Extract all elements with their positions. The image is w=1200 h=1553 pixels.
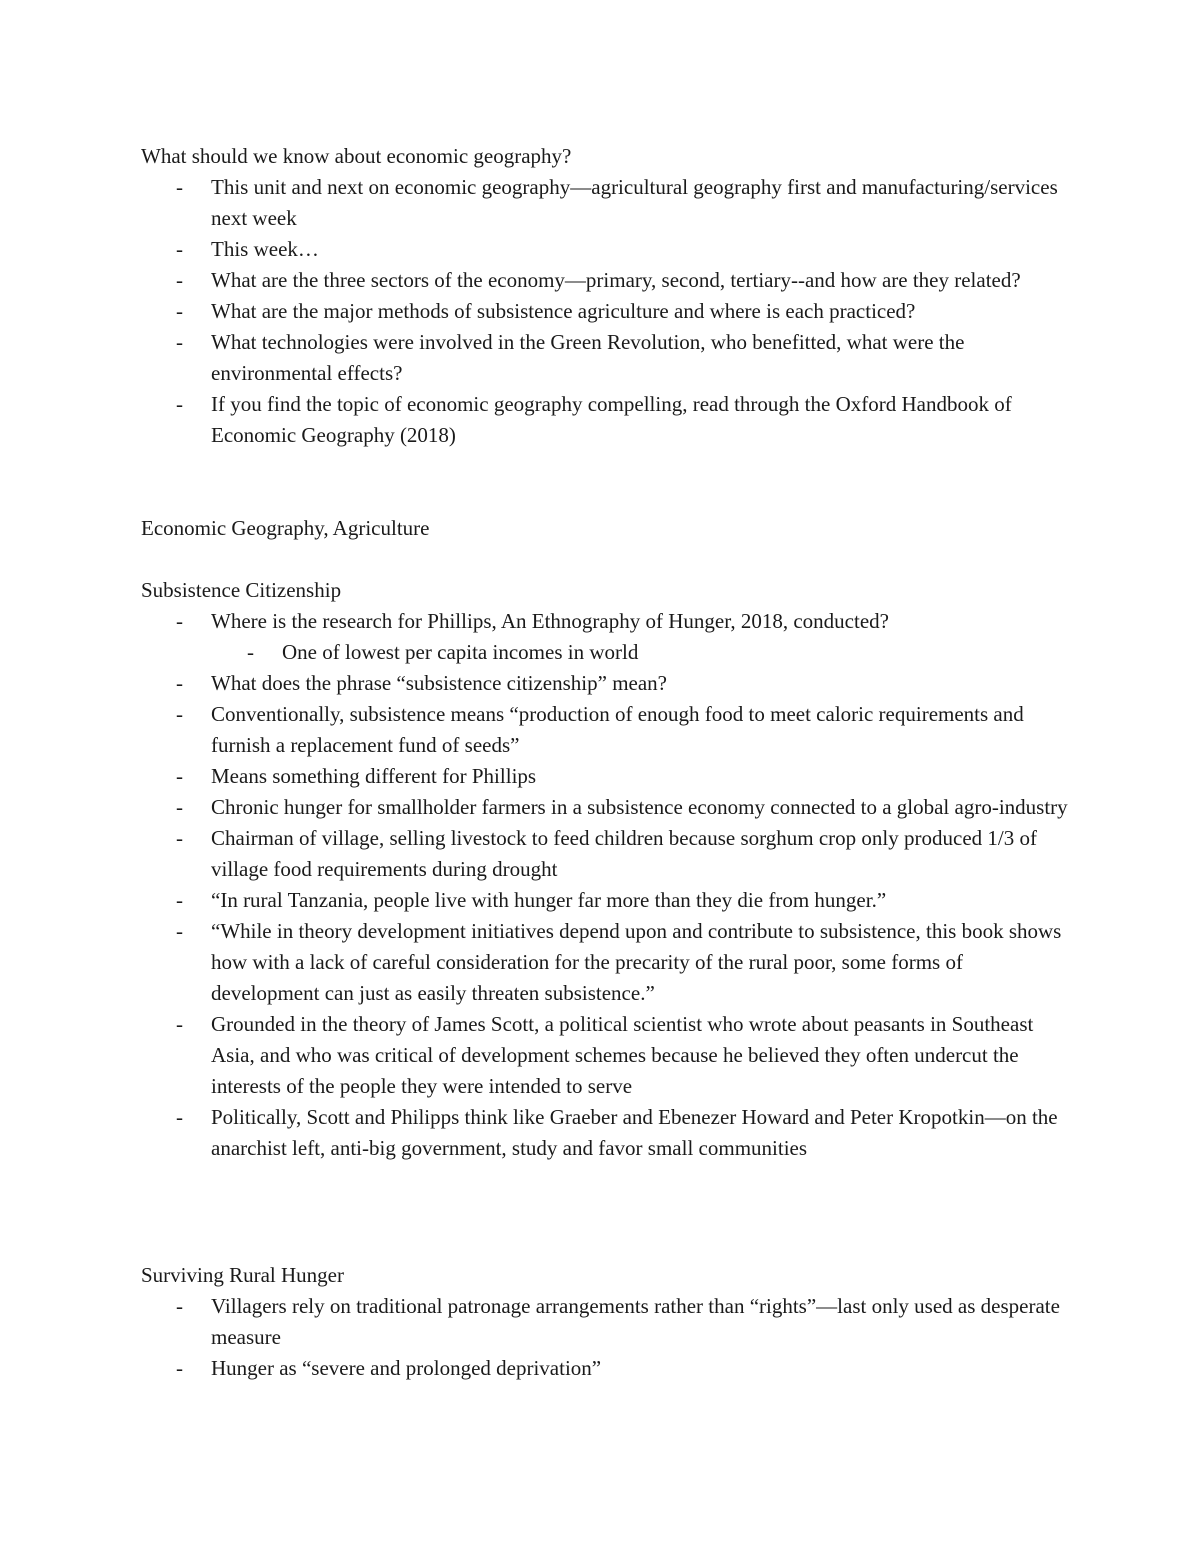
list-item bbox=[141, 761, 1071, 792]
list-item-text: What does the phrase “subsistence citizenship” mean? bbox=[211, 671, 667, 695]
list-item bbox=[141, 296, 1071, 327]
list-item bbox=[141, 1353, 1071, 1384]
list-item bbox=[141, 389, 1071, 451]
list-item bbox=[141, 823, 1071, 885]
section-subsistence-citizenship bbox=[141, 575, 1071, 1164]
bullet-dash: - bbox=[176, 1105, 183, 1129]
bullet-dash: - bbox=[176, 888, 183, 912]
list-item bbox=[141, 265, 1071, 296]
list-item-text: “While in theory development initiatives depend upon and contribute to subsistence, this book shows how with a lack of careful consideration for the precarity of the rural poor, some forms of development can just as easily threaten subsistence.” bbox=[211, 919, 1062, 1005]
list-item-text: Politically, Scott and Philipps think like Graeber and Ebenezer Howard and Peter Kropotkin—on the anarchist left, anti-big government, study and favor small communities bbox=[211, 1105, 1058, 1160]
list-item-text: Where is the research for Phillips, An Ethnography of Hunger, 2018, conducted? bbox=[211, 609, 889, 633]
bullet-dash: - bbox=[176, 702, 183, 726]
bullet-dash: - bbox=[176, 764, 183, 788]
section-economic-geography-questions bbox=[141, 141, 1071, 451]
bullet-dash: - bbox=[176, 1356, 183, 1380]
list-item bbox=[141, 606, 1071, 637]
section-heading: Economic Geography, Agriculture bbox=[141, 516, 430, 540]
list-item-text: What technologies were involved in the Green Revolution, who benefitted, what were the environmental effects? bbox=[211, 330, 965, 385]
list-item-text: This unit and next on economic geography—agricultural geography first and manufacturing/services next week bbox=[211, 175, 1058, 230]
bullet-list bbox=[141, 606, 1071, 1164]
bullet-dash: - bbox=[176, 175, 183, 199]
list-item bbox=[141, 916, 1071, 1009]
list-item bbox=[141, 792, 1071, 823]
bullet-list bbox=[141, 1291, 1071, 1384]
bullet-list bbox=[141, 172, 1071, 451]
section-agriculture-title bbox=[141, 513, 1071, 544]
section-heading: Subsistence Citizenship bbox=[141, 578, 342, 602]
section-heading: Surviving Rural Hunger bbox=[141, 1263, 344, 1287]
list-item-text: Hunger as “severe and prolonged deprivation” bbox=[211, 1356, 602, 1380]
list-item-text: If you find the topic of economic geography compelling, read through the Oxford Handbook of Economic Geography (2018) bbox=[211, 392, 1012, 447]
list-item-text: Chronic hunger for smallholder farmers in a subsistence economy connected to a global agro-industry bbox=[211, 795, 1068, 819]
list-item-text: Means something different for Phillips bbox=[211, 764, 537, 788]
list-item bbox=[141, 885, 1071, 916]
list-item bbox=[141, 668, 1071, 699]
bullet-dash: - bbox=[176, 1294, 183, 1318]
bullet-dash: - bbox=[176, 826, 183, 850]
list-item bbox=[141, 172, 1071, 234]
bullet-dash: - bbox=[176, 392, 183, 416]
section-heading: What should we know about economic geography? bbox=[141, 144, 572, 168]
section-surviving-rural-hunger bbox=[141, 1260, 1071, 1384]
list-item-text: Villagers rely on traditional patronage arrangements rather than “rights”—last only used as desperate measure bbox=[211, 1294, 1060, 1349]
sub-list-item bbox=[141, 637, 1071, 668]
bullet-dash: - bbox=[176, 299, 183, 323]
bullet-dash: - bbox=[176, 237, 183, 261]
list-item bbox=[141, 234, 1071, 265]
list-item bbox=[141, 699, 1071, 761]
list-item-text: This week… bbox=[211, 237, 319, 261]
list-item-text: Conventionally, subsistence means “production of enough food to meet caloric requirements and furnish a replacement fund of seeds” bbox=[211, 702, 1024, 757]
list-item-text: Grounded in the theory of James Scott, a political scientist who wrote about peasants in Southeast Asia, and who was critical of development schemes because he believed they often undercut the interests of the people they were intended to serve bbox=[211, 1012, 1034, 1098]
list-item bbox=[141, 1102, 1071, 1164]
bullet-dash: - bbox=[176, 919, 183, 943]
list-item-text: Chairman of village, selling livestock to feed children because sorghum crop only produced 1/3 of village food requirements during drought bbox=[211, 826, 1037, 881]
bullet-dash: - bbox=[176, 671, 183, 695]
list-item-text: What are the major methods of subsistence agriculture and where is each practiced? bbox=[211, 299, 916, 323]
bullet-dash: - bbox=[176, 330, 183, 354]
bullet-dash: - bbox=[176, 1012, 183, 1036]
list-item bbox=[141, 327, 1071, 389]
list-item bbox=[141, 1009, 1071, 1102]
list-item-text: “In rural Tanzania, people live with hunger far more than they die from hunger.” bbox=[211, 888, 887, 912]
list-item-text: One of lowest per capita incomes in world bbox=[282, 640, 639, 664]
bullet-dash: - bbox=[176, 609, 183, 633]
bullet-dash: - bbox=[247, 640, 254, 664]
bullet-dash: - bbox=[176, 268, 183, 292]
list-item bbox=[141, 1291, 1071, 1353]
bullet-dash: - bbox=[176, 795, 183, 819]
list-item-text: What are the three sectors of the economy—primary, second, tertiary--and how are they related? bbox=[211, 268, 1021, 292]
